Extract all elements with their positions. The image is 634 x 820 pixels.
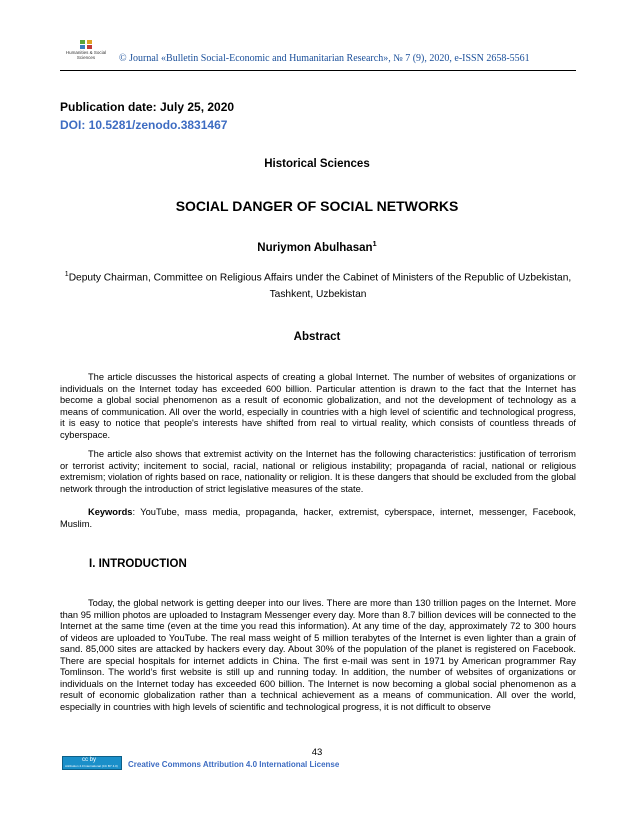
introduction-heading: I. INTRODUCTION bbox=[89, 558, 187, 570]
journal-citation: © Journal «Bulletin Social-Economic and Humanitarian Research», № 7 (9), 2020, e-ISSN 2658-5561 bbox=[119, 53, 530, 64]
author-name: Nuriymon Abulhasan bbox=[257, 241, 373, 254]
cc-badge-text: Attribution 4.0 International (CC BY 4.0) bbox=[65, 764, 118, 768]
affiliation-text-before: Deputy Chairman, Committee on Religious Affairs bbox=[68, 272, 296, 284]
logo-line-1: Humanities & Social bbox=[65, 50, 107, 55]
section-heading: Historical Sciences bbox=[264, 158, 370, 170]
affiliation bbox=[60, 266, 576, 303]
abstract-paragraph-2: The article also shows that extremist activity on the Internet has the following characteristics: justification of terrorism or terrorist activity; incitement to social, racial, national or religious instability; propaganda of racial, national or religious extremism; violation of rights based on race, nationality or religion. It is these dangers that should be excluded from the global network through the introduction of strict legislative measures of the state. bbox=[60, 449, 576, 494]
journal-logo bbox=[60, 40, 112, 66]
keywords-paragraph bbox=[60, 507, 576, 530]
paper-title: SOCIAL DANGER OF SOCIAL NETWORKS bbox=[175, 198, 459, 214]
logo-line-2: Sciences bbox=[76, 55, 96, 60]
author-line bbox=[0, 239, 634, 254]
cc-license-badge[interactable] bbox=[62, 756, 122, 770]
cc-by-icon: cc by bbox=[82, 757, 97, 763]
author-sup: 1 bbox=[372, 239, 377, 248]
page-number: 43 bbox=[311, 747, 323, 758]
cc-license-link[interactable]: Creative Commons Attribution 4.0 International License bbox=[128, 760, 340, 769]
doi-link[interactable]: DOI: 10.5281/zenodo.3831467 bbox=[60, 118, 228, 132]
keywords-label: Keywords bbox=[88, 507, 133, 517]
affiliation-text-after: the Cabinet of Ministers of the Republic of Uzbekistan, Tashkent, Uzbekistan bbox=[269, 272, 572, 301]
logo-icon bbox=[80, 40, 92, 50]
publication-date: Publication date: July 25, 2020 bbox=[60, 100, 235, 114]
introduction-paragraph-1: Today, the global network is getting deeper into our lives. There are more than 130 trillion pages on the Internet. More than 95 million photos are uploaded to Instagram Messenger every day. More than 8.7 billion devices will be connected to the Internet at the same time (even at the time you read this information). At any time of the day, approximately 72 to 300 hours of videos are uploaded to YouTube. The real mass weight of 5 million terabytes of the Internet is even lighter than a grain of sand. 85,000 sites are attacked by hackers every day. About 30% of the population of the planet is registered on Facebook. There are special hospitals for internet addicts in China. The first e-mail was sent in 1971 by American programmer Ray Tomlinson. The world’s first website is still up and running today. In addition, the number of websites of organizations or individuals on the Internet today has exceeded 600 billion. The Internet is now becoming a global social phenomenon as a result of economic globalization rather than a technical achievement as a means of communication. All over the world, especially in countries with high levels of scientific and technological progress, it is not difficult to observe bbox=[60, 598, 576, 712]
affiliation-sup: 1 bbox=[64, 271, 69, 278]
abstract-heading: Abstract bbox=[293, 331, 341, 343]
logo-caption bbox=[60, 50, 112, 60]
affiliation-under: under bbox=[295, 271, 324, 284]
journal-header bbox=[60, 40, 576, 71]
keywords-list: : YouTube, mass media, propaganda, hacker, extremist, cyberspace, internet, messenger, Facebook, Muslim. bbox=[60, 507, 576, 529]
abstract-paragraph-1: The article discusses the historical aspects of creating a global Internet. The number of websites of organizations or individuals on the Internet today has exceeded 600 billion. Particular attention is drawn to the fact that the Internet has become a global social phenomenon as a result of economic globalization, and not the development of technology as a means of communication. All over the world, especially in countries with a high level of scientific and technological progress, it is easy to notice that people's interests have shifted from real to virtual reality, which consists of countless threads of cyberspace. bbox=[60, 372, 576, 440]
